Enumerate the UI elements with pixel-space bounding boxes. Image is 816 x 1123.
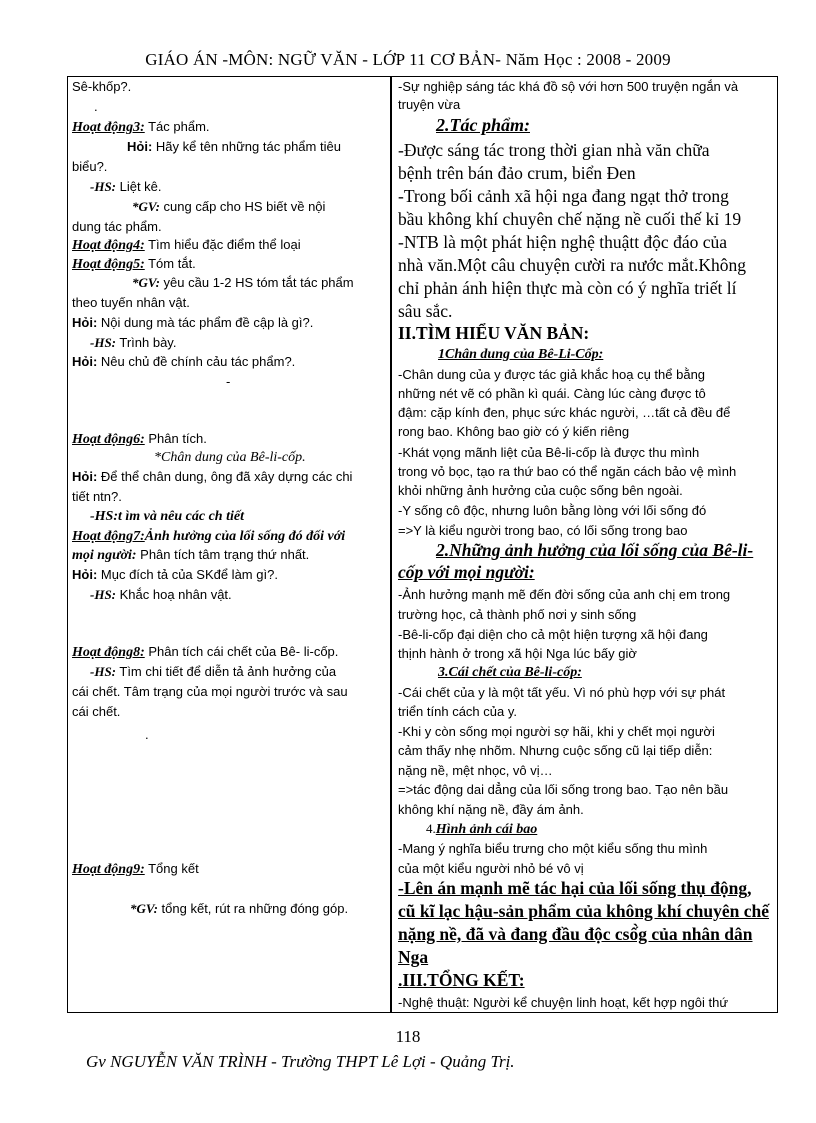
section-heading-ii: II.TÌM HIỂU VĂN BẢN: [398, 323, 590, 343]
subsection-title-4 [426, 821, 774, 838]
question-label: Hỏi: [72, 315, 98, 330]
content-line: không khí nặng nề, đầy ám ảnh. [398, 802, 584, 817]
student-line [90, 179, 384, 195]
content-line: những nét vẽ có phần kì quái. Càng lúc càng được tô [398, 386, 706, 401]
page-header-title: GIÁO ÁN -MÔN: NGỮ VĂN - LỚP 11 CƠ BẢN- Năm Học : 2008 - 2009 [145, 50, 671, 69]
content-line-large: -Trong bối cảnh xã hội nga đang ngạt thở trong [398, 186, 729, 206]
content-line-large: bầu không khí chuyên chế nặng nề cuối thế kỉ 19 [398, 209, 742, 229]
activity-label: Hoạt động3: [72, 120, 145, 135]
teacher-label: *GV: [132, 199, 160, 214]
content-line: -Sự nghiệp sáng tác khá đồ sộ với hơn 500 truyện ngắn và [398, 79, 739, 94]
question-text: Nội dung mà tác phẩm đề cập là gì?. [97, 315, 314, 330]
question-text: Nêu chủ đề chính cảu tác phẩm?. [97, 354, 296, 369]
content-line: trong vỏ bọc, tạo ra thứ bao có thể ngăn cách bảo vệ mình [398, 464, 737, 479]
content-line: cảm thấy nhẹ nhõm. Nhưng cuộc sống cũ lại tiếp diễn: [398, 743, 713, 758]
activity-8 [72, 644, 384, 661]
subsection-title-1: 1Chân dung của Bê-Li-Cốp: [438, 347, 604, 362]
activity-text: Tổng kết [144, 861, 199, 876]
student-line [90, 335, 384, 351]
content-line: =>tác động dai dẳng của lối sống trong bao. Tạo nên bầu [398, 782, 729, 797]
student-cont: cái chết. Tâm trạng của mọi người trước và sau [72, 684, 348, 699]
section-heading-iii: .III.TỔNG KẾT: [398, 970, 525, 990]
left-dash: - [226, 374, 231, 389]
content-line: -Cái chết của y là một tất yếu. Vì nó phù hợp với sự phát [398, 685, 726, 700]
content-line-large: -Được sáng tác trong thời gian nhà văn chữa [398, 140, 710, 160]
content-line-large: nhà văn.Một câu chuyện cười ra nước mắt.Không [398, 255, 747, 275]
content-line: -Y sống cô độc, nhưng luôn bằng lòng với lối sống đó [398, 503, 707, 518]
teacher-line [132, 275, 384, 291]
teacher-line [132, 199, 384, 215]
student-text: Khắc hoạ nhân vật. [116, 587, 232, 602]
content-line: -Chân dung của y được tác giả khắc hoạ cụ thể bằng [398, 367, 706, 382]
student-cont: cái chết. [72, 704, 121, 719]
question-cont: biểu?. [72, 159, 108, 174]
question-label: Hỏi: [72, 567, 98, 582]
content-line-emphasis: Nga [398, 947, 429, 967]
student-line [90, 664, 384, 680]
content-line-emphasis: -Lên án mạnh mẽ tác hại của lối sống thụ động, [398, 878, 752, 898]
teacher-cont: theo tuyến nhân vật. [72, 295, 190, 310]
activity-4 [72, 237, 384, 254]
question-line [72, 567, 384, 583]
author-footer: Gv NGUYỄN VĂN TRÌNH - Trường THPT Lê Lợi - Quảng Trị. [86, 1052, 515, 1071]
lesson-table [67, 76, 778, 1013]
activity-5 [72, 256, 384, 273]
content-line: triển tính cách của y. [398, 704, 517, 719]
left-line: . [94, 99, 98, 114]
content-line: trường học, cả thành phố nơi y sinh sống [398, 607, 637, 622]
student-label: -HS: [90, 664, 116, 679]
student-label: -HS: [90, 335, 116, 350]
content-line-large: bệnh trên bán đảo crum, biển Đen [398, 163, 636, 183]
question-line [72, 315, 384, 331]
activity-text: Tìm hiểu đặc điểm thể loại [144, 237, 301, 252]
question-cont: tiết ntn?. [72, 489, 122, 504]
student-text: Liệt kê. [116, 179, 162, 194]
student-text: Trình bày. [116, 335, 177, 350]
activity-3 [72, 119, 384, 136]
question-line [127, 139, 384, 155]
teacher-label: *GV: [130, 901, 158, 916]
content-line: -Nghệ thuật: Người kể chuyện linh hoạt, kết hợp ngôi thứ [398, 995, 729, 1010]
activity-7-cont [72, 547, 384, 564]
teacher-text: cung cấp cho HS biết về nội [159, 199, 326, 214]
question-label: Hỏi: [72, 354, 98, 369]
content-line: -Khát vọng mãnh liệt của Bê-li-cốp là được thu mình [398, 445, 700, 460]
subsection-title-3: 3.Cái chết của Bê-li-cốp: [438, 665, 582, 680]
student-line [90, 587, 384, 603]
subsection-title-2-cont: cốp với mọi người: [398, 562, 535, 582]
section-title-works: 2.Tác phẩm: [436, 115, 530, 135]
page-number: 118 [395, 1027, 421, 1046]
question-text: Mục đích tả của SKđể làm gì?. [97, 567, 278, 582]
content-line-emphasis: cũ kĩ lạc hậu-sản phẩm của không khí chuyên chế [398, 901, 770, 921]
content-line: =>Y là kiểu người trong bao, có lối sống trong bao [398, 523, 688, 538]
question-label: Hỏi: [127, 139, 153, 154]
teacher-cont: dung tác phẩm. [72, 219, 162, 234]
activity-text: Tác phẩm. [144, 119, 210, 134]
teacher-text: yêu cầu 1-2 HS tóm tắt tác phẩm [159, 275, 354, 290]
student-label: -HS: [90, 179, 116, 194]
content-line-large: sâu sắc. [398, 301, 453, 321]
content-line: nặng nề, mệt nhọc, vô vị… [398, 763, 553, 778]
activity-label: Hoạt động4: [72, 238, 145, 253]
content-line: -Mang ý nghĩa biểu trưng cho một kiểu sống thu mình [398, 841, 708, 856]
content-line-large: -NTB là một phát hiện nghệ thuậtt độc đáo của [398, 232, 728, 252]
activity-label: Hoạt động8: [72, 645, 145, 660]
content-line-large: chỉ phản ánh hiện thực mà còn có ý nghĩa triết lí [398, 278, 737, 298]
activity-9 [72, 861, 384, 878]
content-line: đậm: cặp kính đen, phục sức khác người, …tất cả đều để [398, 405, 731, 420]
question-text: Hãy kể tên những tác phẩm tiêu [152, 139, 341, 154]
teacher-label: *GV: [132, 275, 160, 290]
student-label: -HS: [90, 587, 116, 602]
content-line: rong bao. Không bao giờ có ý kiến riêng [398, 424, 630, 439]
column-divider [390, 77, 392, 1012]
question-line [72, 469, 384, 485]
activity-7 [72, 528, 384, 545]
activity-6 [72, 431, 384, 448]
left-line: Sê-khốp?. [72, 79, 132, 94]
activity-label: Hoạt động5: [72, 257, 145, 272]
left-dot: . [145, 727, 149, 742]
content-line: thịnh hành ở trong xã hội Nga lúc bấy giờ [398, 646, 637, 661]
activity-text: Phân tích cái chết của Bê- li-cốp. [144, 644, 339, 659]
activity-label: Hoạt động7: [72, 529, 145, 544]
activity-label: Hoạt động6: [72, 432, 145, 447]
subheading: *Chân dung của Bê-li-cốp. [154, 450, 306, 465]
activity-label: Hoạt động9: [72, 862, 145, 877]
student-text: Tìm chi tiết để diễn tả ảnh hưởng của [116, 664, 337, 679]
content-line: -Khi y còn sống mọi người sợ hãi, khi y chết mọi người [398, 724, 715, 739]
content-line: -Bê-li-cốp đại diện cho cả một hiện tượng xã hội đang [398, 627, 708, 642]
content-line: khỏi những ảnh hưởng của cuộc sống bên ngoài. [398, 483, 683, 498]
question-label: Hỏi: [72, 469, 98, 484]
subsection-number: 4. [426, 821, 436, 836]
subsection-title-2: 2.Những ảnh hưởng của lối sống của Bê-li- [436, 540, 754, 560]
activity-text: Tóm tắt. [144, 256, 196, 271]
teacher-line [130, 901, 384, 917]
student-line: -HS:t ìm và nêu các ch tiết [90, 509, 244, 524]
content-line: truyện vừa [398, 97, 461, 112]
activity-title-cont: mọi người: [72, 548, 137, 563]
activity-title: Ảnh hưởng của lối sống đó đối với [144, 529, 346, 544]
content-line: của một kiểu người nhỏ bé vô vị [398, 861, 584, 876]
question-line [72, 354, 384, 370]
content-line: -Ảnh hưởng mạnh mẽ đến đời sống của anh chị em trong [398, 587, 731, 602]
question-text: Để thể chân dung, ông đã xây dựng các chi [97, 469, 353, 484]
subsection-title: Hình ảnh cái bao [435, 822, 538, 837]
content-line-emphasis: nặng nề, đã và đang đầu độc csố̀g của nhân dân [398, 924, 753, 944]
teacher-text: tổng kết, rút ra những đóng góp. [157, 901, 349, 916]
activity-text: Phân tích tâm trạng thứ nhất. [136, 547, 310, 562]
activity-text: Phân tích. [144, 431, 207, 446]
